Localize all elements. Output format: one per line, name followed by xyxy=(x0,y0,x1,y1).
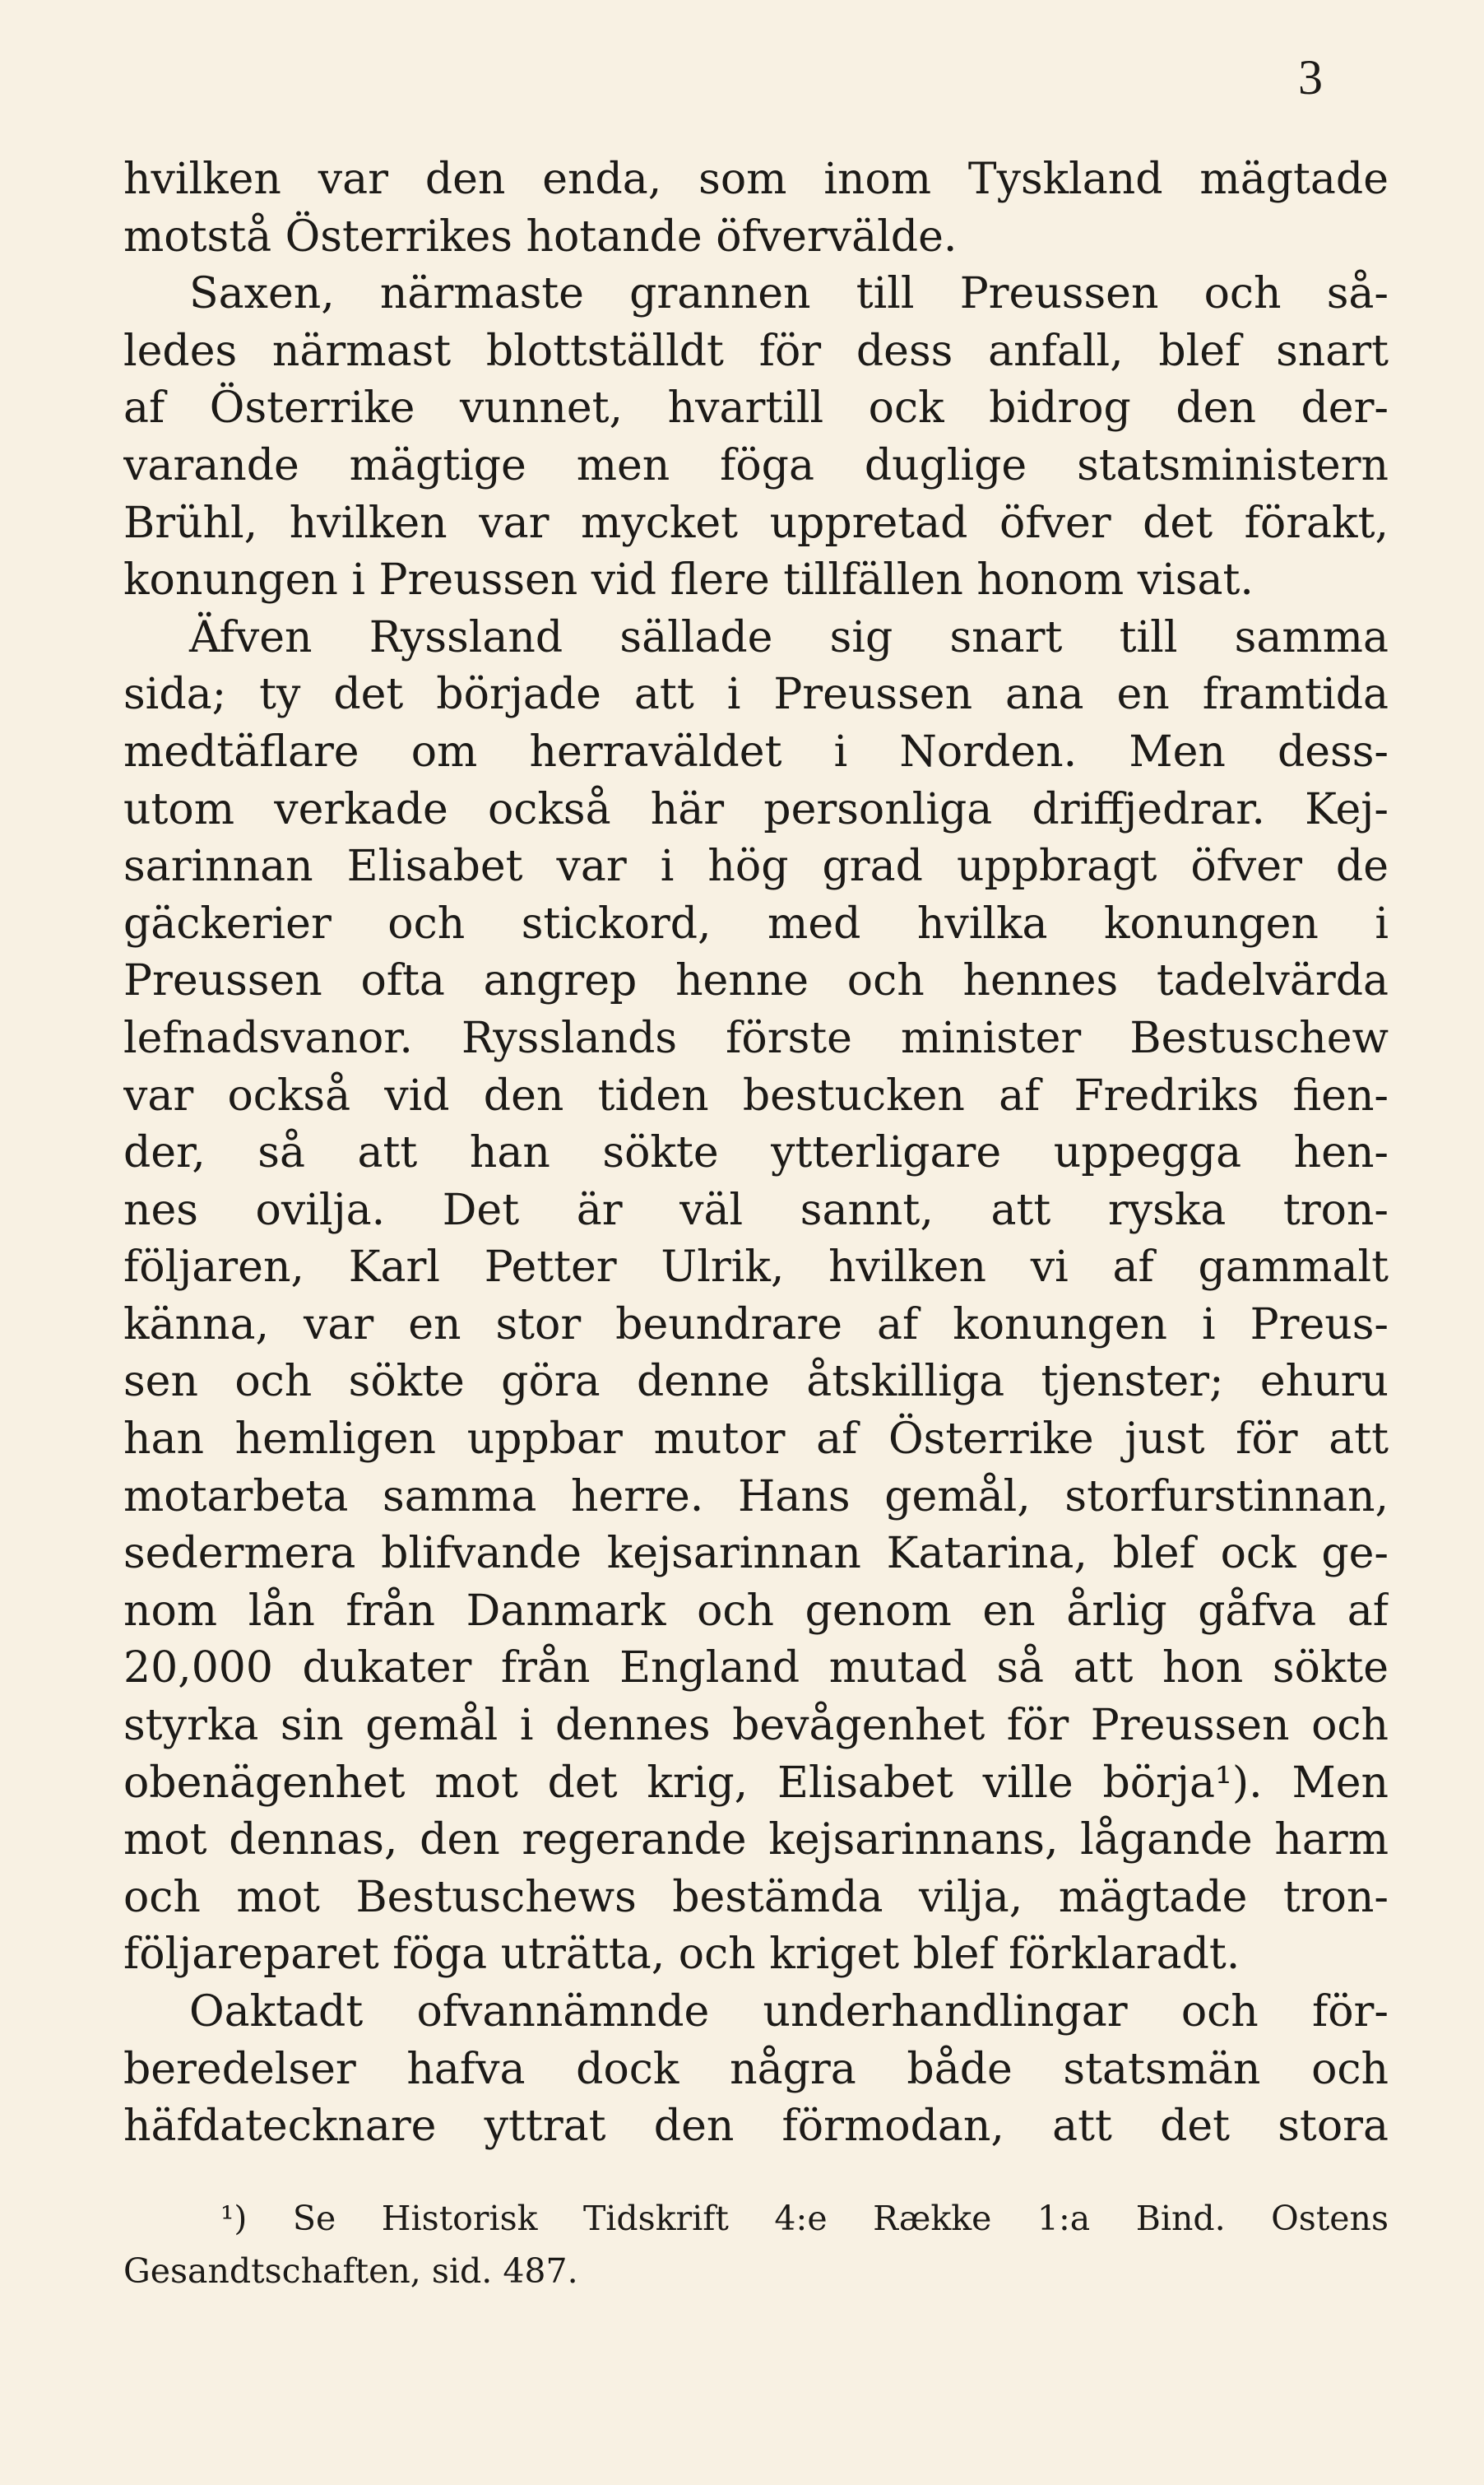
text-line: följareparet föga uträtta, och kriget blef förklaradt. xyxy=(123,1930,1241,1980)
text-line: Äfven Ryssland sällade sig snart till samma xyxy=(189,612,1389,662)
text-line: medtäflare om herraväldet i Norden. Men dess- xyxy=(123,727,1389,777)
text-line: sida; ty det började att i Preussen ana en framtida xyxy=(123,670,1389,720)
text-line: lefnadsvanor. Rysslands förste minister Bestuschew xyxy=(123,1013,1389,1063)
text-line: styrka sin gemål i dennes bevågenhet för Preussen och xyxy=(123,1701,1389,1751)
text-line: mot dennas, den regerande kejsarinnans, lågande harm xyxy=(123,1815,1389,1865)
text-line: ledes närmast blottställdt för dess anfall, blef snart xyxy=(123,326,1389,376)
text-line: Oaktadt ofvannämnde underhandlingar och för- xyxy=(189,1987,1389,2037)
footnote xyxy=(123,2192,1389,2297)
text-line: motstå Österrikes hotande öfvervälde. xyxy=(123,211,958,262)
body-text xyxy=(123,151,1389,2156)
text-line: sarinnan Elisabet var i hög grad uppbragt öfver de xyxy=(123,842,1389,892)
text-line: var också vid den tiden bestucken af Fredriks fien- xyxy=(123,1071,1389,1121)
text-line: nom lån från Danmark och genom en årlig gåfva af xyxy=(123,1586,1389,1636)
text-line: beredelser hafva dock några både statsmän och xyxy=(123,2044,1389,2094)
text-line: motarbeta samma herre. Hans gemål, storfurstinnan, xyxy=(123,1471,1389,1521)
text-line: der, så att han sökte ytterligare uppegga hen- xyxy=(123,1128,1389,1178)
text-line: och mot Bestuschews bestämda vilja, mägtade tron- xyxy=(123,1872,1389,1922)
text-line: Saxen, närmaste grannen till Preussen och så- xyxy=(189,269,1389,319)
text-line: hvilken var den enda, som inom Tyskland mägtade xyxy=(123,155,1389,204)
text-line: konungen i Preussen vid flere tillfällen honom visat. xyxy=(123,555,1254,606)
text-line: utom verkade också här personliga driffjedrar. Kej- xyxy=(123,784,1389,834)
footnote-line: ¹) Se Historisk Tidskrift 4:e Række 1:a Bind. Ostens xyxy=(220,2199,1389,2238)
text-line: gäckerier och stickord, med hvilka konungen i xyxy=(123,899,1389,949)
text-line: Brühl, hvilken var mycket uppretad öfver det förakt, xyxy=(123,498,1389,548)
text-line: nes ovilja. Det är väl sannt, att ryska tron- xyxy=(123,1185,1389,1235)
text-line: obenägenhet mot det krig, Elisabet ville börja¹). Men xyxy=(123,1758,1389,1808)
text-line: känna, var en stor beundrare af konungen i Preus- xyxy=(123,1299,1389,1349)
text-line: sedermera blifvande kejsarinnan Katarina, blef ock ge- xyxy=(123,1529,1389,1579)
footnote-line: Gesandtschaften, sid. 487. xyxy=(123,2251,578,2291)
text-line: följaren, Karl Petter Ulrik, hvilken vi af gammalt xyxy=(123,1242,1389,1293)
text-line: varande mägtige men föga duglige statsministern xyxy=(123,440,1389,490)
text-line: sen och sökte göra denne åtskilliga tjenster; ehuru xyxy=(123,1357,1389,1407)
page-number: 3 xyxy=(1298,50,1323,105)
text-line: Preussen ofta angrep henne och hennes tadelvärda xyxy=(123,956,1389,1006)
text-line: af Österrike vunnet, hvartill ock bidrog den der- xyxy=(123,383,1389,434)
text-line: häfdatecknare yttrat den förmodan, att det stora xyxy=(123,2102,1389,2152)
text-line: han hemligen uppbar mutor af Österrike just för att xyxy=(123,1414,1389,1465)
text-line: 20,000 dukater från England mutad så att hon sökte xyxy=(123,1643,1389,1693)
